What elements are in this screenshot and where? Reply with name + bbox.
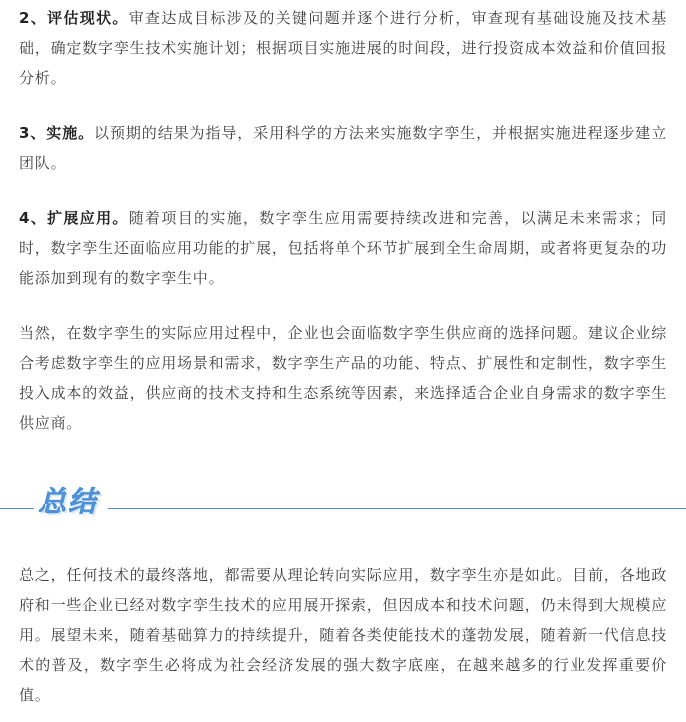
step-text: 审查达成目标涉及的关键问题并逐个进行分析，审查现有基础设施及技术基础，确定数字孪生技术实施计划；根据项目实施进展的时间段，进行投资成本效益和价值回报分析。: [19, 9, 667, 87]
conclusion-paragraph: 总之，任何技术的最终落地，都需要从理论转向实际应用，数字孪生亦是如此。目前，各地政府和一些企业已经对数字孪生技术的应用展开探索，但因成本和技术问题，仍未得到大规模应用。展望未来，随着基础算力的持续提升，随着各类使能技术的蓬勃发展，随着新一代信息技术的普及，数字孪生必将成为社会经济发展的强大数字底座，在越来越多的行业发挥重要价值。: [19, 566, 667, 704]
section-heading: [0, 478, 686, 528]
heading-rule-left: [0, 508, 34, 509]
step-title: 2、评估现状。: [19, 9, 129, 27]
step-item-implement: [19, 118, 667, 178]
step-title: 4、扩展应用。: [19, 209, 129, 227]
step-text: 以预期的结果为指导，采用科学的方法来实施数字孪生，并根据实施进程逐步建立团队。: [19, 124, 667, 172]
supplier-paragraph: 当然，在数字孪生的实际应用过程中，企业也会面临数字孪生供应商的选择问题。建议企业综合考虑数字孪生的应用场景和需求，数字孪生产品的功能、特点、扩展性和定制性，数字孪生投入成本的效益，供应商的技术支持和生态系统等因素，来选择适合企业自身需求的数字孪生供应商。: [19, 324, 667, 432]
step-item-assess: [19, 3, 667, 93]
step-item-extend: [19, 203, 667, 293]
section-heading-title: 总结: [38, 485, 99, 518]
heading-rule-right: [108, 508, 686, 509]
step-text: 随着项目的实施，数字孪生应用需要持续改进和完善，以满足未来需求；同时，数字孪生还面临应用功能的扩展，包括将单个环节扩展到全生命周期，或者将更复杂的功能添加到现有的数字孪生中。: [19, 209, 667, 287]
step-title: 3、实施。: [19, 124, 95, 142]
